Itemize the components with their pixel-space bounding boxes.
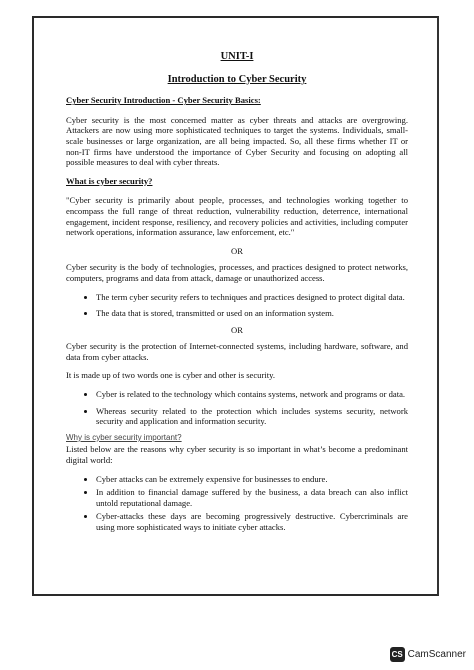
definition-paragraph: Cyber security is the body of technologies, processes, and practices designed to protect networks, computers, programs and data from attack, damage or unauthorized access.: [66, 262, 408, 283]
definition-quote: "Cyber security is primarily about people, processes, and technologies working together to encompass the full range of threat reduction, vulnerability reduction, deterrence, international engagement, incident response, resiliency, and recovery policies and activities, including computer network operations, information assurance, law enforcement, etc.": [66, 195, 408, 238]
importance-intro: Listed below are the reasons why cyber security is so important in what’s become a predominant digital world:: [66, 444, 408, 466]
main-title: Introduction to Cyber Security: [167, 73, 307, 85]
list-item: • Whereas security related to the protection which includes systems security, network security and application and information security.: [96, 406, 408, 427]
bullet-list-data: [66, 292, 408, 319]
two-words-paragraph: It is made up of two words one is cyber and other is security.: [66, 370, 275, 381]
camscanner-logo-icon: CS: [390, 647, 405, 662]
list-item: • The data that is stored, transmitted or used on an information system.: [96, 308, 408, 319]
document-content: [66, 52, 408, 539]
unit-title: UNIT-I: [220, 51, 254, 62]
or-separator: OR: [231, 245, 243, 256]
list-item: • Cyber-attacks these days are becoming progressively destructive. Cybercriminals are using more sophisticated ways to initiate cyber attacks.: [96, 511, 408, 532]
basics-paragraph: Cyber security is the most concerned matter as cyber threats and attacks are overgrowing. Attackers are now using more sophisticated techniques to target the systems. Individuals, small-scale businesses or large organization, are all being impacted. So, all these firms whether IT or non-IT firms have understood the importance of Cyber Security and focusing on adopting all possible measures to deal with cyber threats.: [66, 114, 408, 168]
section-heading-importance: Why is cyber security important?: [66, 432, 182, 442]
definition-paragraph: Cyber security is the protection of Internet-connected systems, including hardware, software, and data from cyber attacks.: [66, 341, 408, 362]
list-item: • Cyber attacks can be extremely expensive for businesses to endure.: [96, 474, 408, 485]
bullet-list-importance: [66, 474, 408, 533]
camscanner-label: CamScanner: [407, 649, 466, 660]
list-item: • The term cyber security refers to techniques and practices designed to protect digital data.: [96, 292, 408, 303]
list-item: • In addition to financial damage suffered by the business, a data breach can also inflict untold reputational damage.: [96, 487, 408, 508]
section-heading-what-is: What is cyber security?: [66, 175, 153, 186]
or-separator: OR: [231, 324, 243, 335]
bullet-list-cyber-security: [66, 389, 408, 427]
section-heading-basics: Cyber Security Introduction - Cyber Security Basics:: [66, 95, 261, 106]
camscanner-watermark: [390, 647, 466, 662]
list-item: • Cyber is related to the technology which contains systems, network and programs or data.: [96, 389, 408, 400]
